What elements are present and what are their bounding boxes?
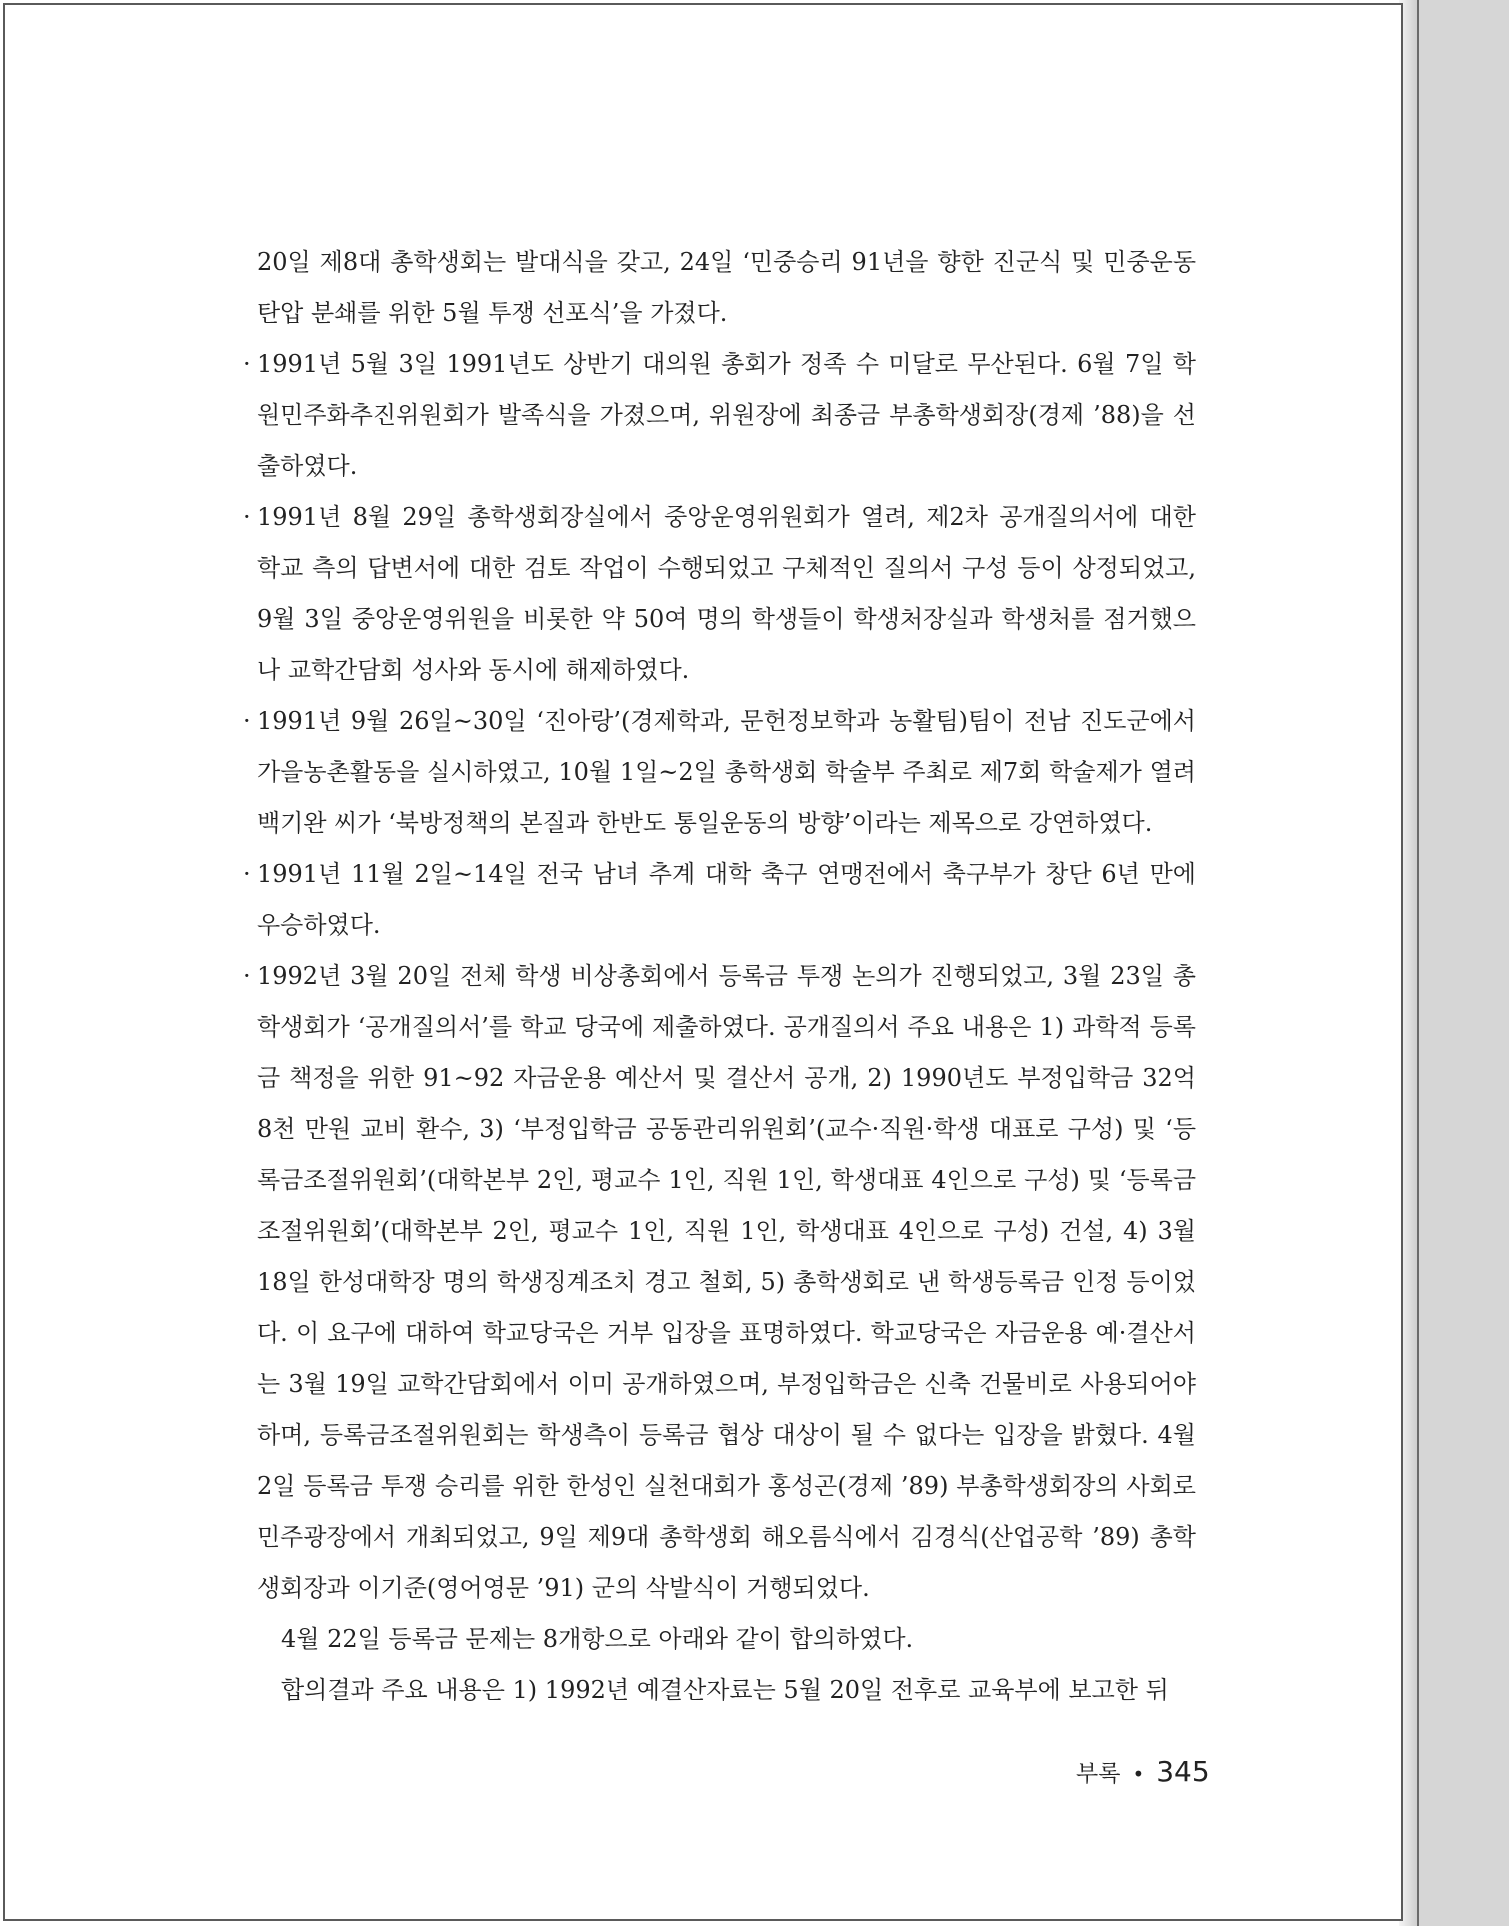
bullet-mark: · [243, 860, 251, 888]
bullet-mark: · [243, 707, 251, 735]
bullet-item-1 [243, 339, 1196, 492]
bullet-text: 1991년 5월 3일 1991년도 상반기 대의원 총회가 정족 수 미달로 무산된다. 6월 7일 학원민주화추진위원회가 발족식을 가졌으며, 위원장에 최종금 부총학생회장(경제 ’88)을 선출하였다. [257, 350, 1196, 480]
bullet-item-3 [243, 696, 1196, 849]
bullet-item-4 [243, 849, 1196, 951]
bullet-item-2 [243, 492, 1196, 696]
footer-section-label: 부록 [1076, 1761, 1121, 1787]
bullet-text: 1991년 8월 29일 총학생회장실에서 중앙운영위원회가 열려, 제2차 공개질의서에 대한 학교 측의 답변서에 대한 검토 작업이 수행되었고 구체적인 질의서 구성 등이 상정되었고, 9월 3일 중앙운영위원을 비롯한 약 50여 명의 학생들이 학생처장실과 학생처를 점거했으나 교학간담회 성사와 동시에 해제하였다. [257, 503, 1196, 684]
page-number: 345 [1156, 1755, 1210, 1788]
bullet-mark: · [243, 503, 251, 531]
viewer-background [1416, 0, 1509, 1926]
footer-separator: • [1132, 1762, 1145, 1786]
bullet-text: 1991년 9월 26일~30일 ‘진아랑’(경제학과, 문헌정보학과 농활팀)팀이 전남 진도군에서 가을농촌활동을 실시하였고, 10월 1일~2일 총학생회 학술부 주최로 제7회 학술제가 열려 백기완 씨가 ‘북방정책의 본질과 한반도 통일운동의 방향’이라는 제목으로 강연하였다. [257, 707, 1196, 837]
agreement-result-paragraph: 합의결과 주요 내용은 1) 1992년 예결산자료는 5월 20일 전후로 교육부에 보고한 뒤 [281, 1676, 1169, 1704]
agreement-paragraph: 4월 22일 등록금 문제는 8개항으로 아래와 같이 합의하였다. [281, 1625, 914, 1653]
bullet-text: 1992년 3월 20일 전체 학생 비상총회에서 등록금 투쟁 논의가 진행되었고, 3월 23일 총학생회가 ‘공개질의서’를 학교 당국에 제출하였다. 공개질의서 주요 내용은 1) 과학적 등록금 책정을 위한 91~92 자금운용 예산서 및 결산서 공개, 2) 1990년도 부정입학금 32억 8천 만원 교비 환수, 3) ‘부정입학금 공동관리위원회’(교수·직원·학생 대표로 구성) 및 ‘등록금조절위원회’(대학본부 2인, 평교수 1인, 직원 1인, 학생대표 4인으로 구성) 및 ‘등록금조절위원회’(대학본부 2인, 평교수 1인, 직원 1인, 학생대표 4인으로 구성) 건설, 4) 3월 18일 한성대학장 명의 학생징계조치 경고 철회, 5) 총학생회로 낸 학생등록금 인정 등이었다. 이 요구에 대하여 학교당국은 거부 입장을 표명하였다. 학교당국은 자금운용 예·결산서는 3월 19일 교학간담회에서 이미 공개하였으며, 부정입학금은 신축 건물비로 사용되어야 하며, 등록금조절위원회는 학생측이 등록금 협상 대상이 될 수 없다는 입장을 밝혔다. 4월 2일 등록금 투쟁 승리를 위한 한성인 실천대회가 홍성곤(경제 ’89) 부총학생회장의 사회로 민주광장에서 개최되었고, 9일 제9대 총학생회 해오름식에서 김경식(산업공학 ’89) 총학생회장과 이기준(영어영문 ’91) 군의 삭발식이 거행되었다. [257, 962, 1196, 1602]
bullet-item-5 [243, 951, 1196, 1614]
bullet-mark: · [243, 962, 251, 990]
bullet-mark: · [243, 350, 251, 378]
page-footer [1076, 1755, 1210, 1788]
intro-paragraph: 20일 제8대 총학생회는 발대식을 갖고, 24일 ‘민중승리 91년을 향한 진군식 및 민중운동 탄압 분쇄를 위한 5월 투쟁 선포식’을 가졌다. [257, 248, 1196, 327]
bullet-text: 1991년 11월 2일~14일 전국 남녀 추계 대학 축구 연맹전에서 축구부가 창단 6년 만에 우승하였다. [257, 860, 1196, 939]
page-body [243, 237, 1196, 1716]
